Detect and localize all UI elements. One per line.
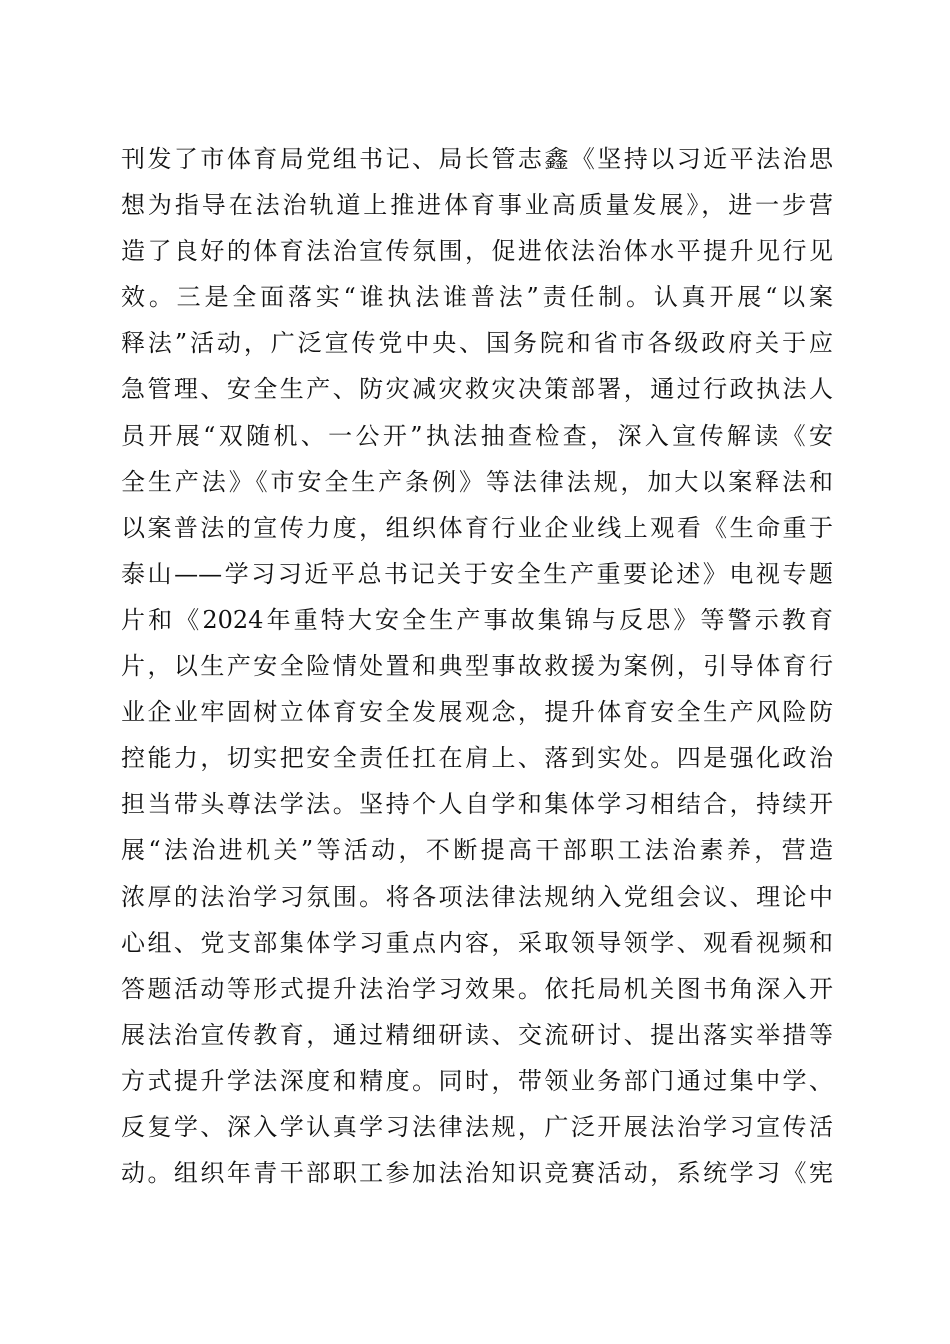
text-line: 方式提升学法深度和精度。同时，带领业务部门通过集中学、	[121, 1066, 833, 1095]
text-line: 刊发了市体育局党组书记、局长管志鑫《坚持以习近平法治思	[121, 145, 833, 173]
text-line: 答题活动等形式提升法治学习效果。依托局机关图书角深入开	[121, 974, 833, 1003]
text-line: 担当带头尊法学法。坚持个人自学和集体学习相结合，持续开	[121, 790, 833, 819]
text-line: 展“法治进机关”等活动，不断提高干部职工法治素养，营造	[121, 836, 833, 865]
text-line: 释法”活动，广泛宣传党中央、国务院和省市各级政府关于应	[121, 329, 833, 358]
text-line: 想为指导在法治轨道上推进体育事业高质量发展》，进一步营	[121, 191, 833, 220]
text-line: 动。组织年青干部职工参加法治知识竞赛活动，系统学习《宪	[121, 1159, 833, 1188]
text-line: 以案普法的宣传力度，组织体育行业企业线上观看《生命重于	[121, 513, 833, 542]
text-line: 浓厚的法治学习氛围。将各项法律法规纳入党组会议、理论中	[121, 882, 833, 911]
text-line: 心组、党支部集体学习重点内容，采取领导领学、观看视频和	[121, 928, 833, 957]
text-line: 员开展“双随机、一公开”执法抽查检查，深入宣传解读《安	[121, 421, 833, 450]
body-paragraph	[121, 136, 833, 1196]
text-line: 急管理、安全生产、防灾减灾救灾决策部署，通过行政执法人	[121, 375, 833, 404]
text-line: 造了良好的体育法治宣传氛围，促进依法治体水平提升见行见	[121, 237, 833, 266]
text-line: 反复学、深入学认真学习法律法规，广泛开展法治学习宣传活	[121, 1112, 833, 1141]
text-line: 全生产法》《市安全生产条例》等法律法规，加大以案释法和	[121, 467, 833, 496]
text-line: 业企业牢固树立体育安全发展观念，提升体育安全生产风险防	[121, 698, 833, 727]
text-line: 控能力，切实把安全责任扛在肩上、落到实处。四是强化政治	[121, 744, 833, 773]
text-line: 效。三是全面落实“谁执法谁普法”责任制。认真开展“以案	[121, 283, 833, 312]
text-line: 片和《2024年重特大安全生产事故集锦与反思》等警示教育	[121, 605, 833, 634]
text-line: 展法治宣传教育，通过精细研读、交流研讨、提出落实举措等	[121, 1020, 833, 1049]
text-line: 泰山——学习习近平总书记关于安全生产重要论述》电视专题	[121, 559, 833, 588]
text-line: 片，以生产安全险情处置和典型事故救援为案例，引导体育行	[121, 652, 833, 681]
